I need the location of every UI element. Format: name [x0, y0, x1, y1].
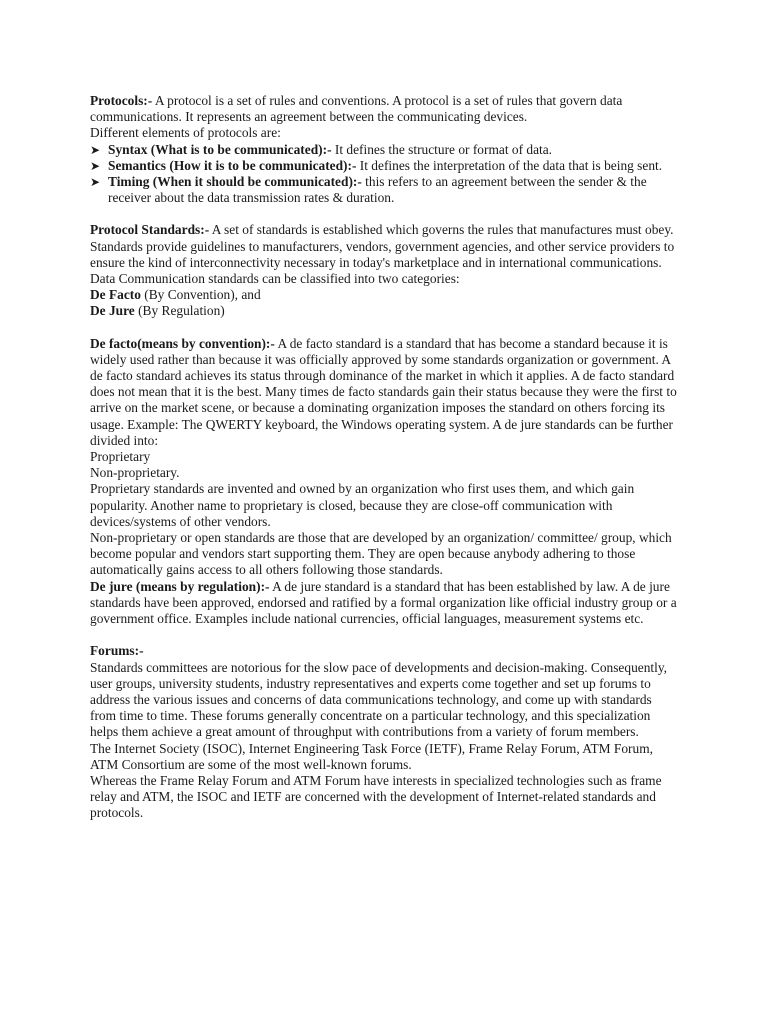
arrow-bullet-icon: ➤ — [90, 142, 101, 157]
list-item-syntax — [90, 142, 680, 158]
defacto-paragraph — [90, 336, 680, 449]
defacto-category-text: (By Convention), and — [140, 287, 261, 303]
forums-heading: Forums:- — [90, 643, 144, 659]
dejure-text: A de jure standard is a standard that has been established by law. A de jure standards have been approved, endorsed and ratified by a formal organization like official industry group or a government office. Examples include national currencies, official languages, measurement systems etc. — [90, 578, 677, 627]
paragraph-spacer — [90, 627, 680, 643]
forums-paragraph-1: Standards committees are notorious for the slow pace of developments and decision-making. Consequently, user groups, university students, industry representatives and experts come together and set up forums to address the various issues and concerns of data communications technology, and come up with standards from time to time. These forums generally concentrate on a particular technology, and this specialization helps them achieve a great amount of throughput with contributions from a variety of forum members. — [90, 659, 668, 740]
paragraph-spacer — [90, 320, 680, 336]
forums-heading-line — [90, 643, 680, 659]
list-item-timing — [90, 174, 680, 206]
protocols-text: A protocol is a set of rules and conventions. A protocol is a set of rules that govern data communications. It represents an agreement between the communicating devices. — [90, 93, 623, 125]
timing-text: this refers to an agreement between the sender & the receiver about the data transmission rates & duration. — [108, 174, 647, 206]
semantics-text: It defines the interpretation of the data that is being sent. — [356, 157, 663, 173]
proprietary-label: Proprietary — [90, 449, 151, 465]
dejure-heading: De jure (means by regulation):- — [90, 578, 270, 594]
protocol-elements-list — [90, 142, 680, 207]
protocols-paragraph — [90, 93, 680, 125]
semantics-term: Semantics (How it is to be communicated):- — [108, 157, 357, 173]
protocols-heading: Protocols:- — [90, 93, 153, 108]
standards-categories-intro: Data Communication standards can be classified into two categories: — [90, 271, 460, 287]
proprietary-paragraph: Proprietary standards are invented and owned by an organization who first uses them, and which gain popularity. Another name to proprietary is closed, because they are close-off communication with devices/systems of other vendors. — [90, 481, 635, 529]
dejure-term: De Jure — [90, 303, 135, 319]
non-proprietary-paragraph: Non-proprietary or open standards are those that are developed by an organization/ committee/ group, which become popular and vendors start supporting them. They are open because anybody adhering to those automatically gains access to all others following those standards. — [90, 530, 672, 578]
defacto-text: A de facto standard is a standard that has become a standard because it is widely used rather than because it was officially approved by some standards organization or government. A de facto standard achieves its status through dominance of the market in which it applies. A de facto standard does not mean that it is the best. Many times de facto standards gain their status because they were the first to arrive on the market scene, or because a dominating organization imposes the standard on others forcing its usage. Example: The QWERTY keyboard, the Windows operating system. A de jure standards can be further divided into: — [90, 335, 677, 448]
arrow-bullet-icon: ➤ — [90, 175, 101, 190]
paragraph-spacer — [90, 206, 680, 222]
forums-paragraph-2: The Internet Society (ISOC), Internet Engineering Task Force (IETF), Frame Relay Forum, ATM Forum, ATM Consortium are some of the most well-known forums. — [90, 740, 653, 772]
standards-heading: Protocol Standards:- — [90, 222, 210, 238]
defacto-term: De Facto — [90, 287, 141, 303]
list-item-semantics — [90, 158, 680, 174]
arrow-bullet-icon: ➤ — [90, 158, 101, 173]
defacto-category — [90, 287, 680, 303]
dejure-category-text: (By Regulation) — [134, 303, 225, 319]
syntax-term: Syntax (What is to be communicated):- — [108, 141, 332, 157]
standards-paragraph — [90, 222, 680, 271]
dejure-paragraph — [90, 579, 680, 628]
defacto-heading: De facto(means by convention):- — [90, 335, 275, 351]
standards-text: A set of standards is established which governs the rules that manufactures must obey. Standards provide guidelines to manufacturers, vendors, government agencies, and other service providers to ensure the kind of interconnectivity necessary in today's marketplace and in international communications. — [90, 222, 675, 270]
non-proprietary-label: Non-proprietary. — [90, 465, 180, 481]
dejure-category — [90, 303, 680, 319]
syntax-text: It defines the structure or format of data. — [331, 141, 553, 157]
document-body — [90, 93, 680, 822]
timing-term: Timing (When it should be communicated):- — [108, 174, 362, 190]
forums-paragraph-3: Whereas the Frame Relay Forum and ATM Forum have interests in specialized technologies such as frame relay and ATM, the ISOC and IETF are concerned with the development of Internet-related standards and protocols. — [90, 772, 662, 821]
protocols-elements-intro: Different elements of protocols are: — [90, 125, 281, 141]
